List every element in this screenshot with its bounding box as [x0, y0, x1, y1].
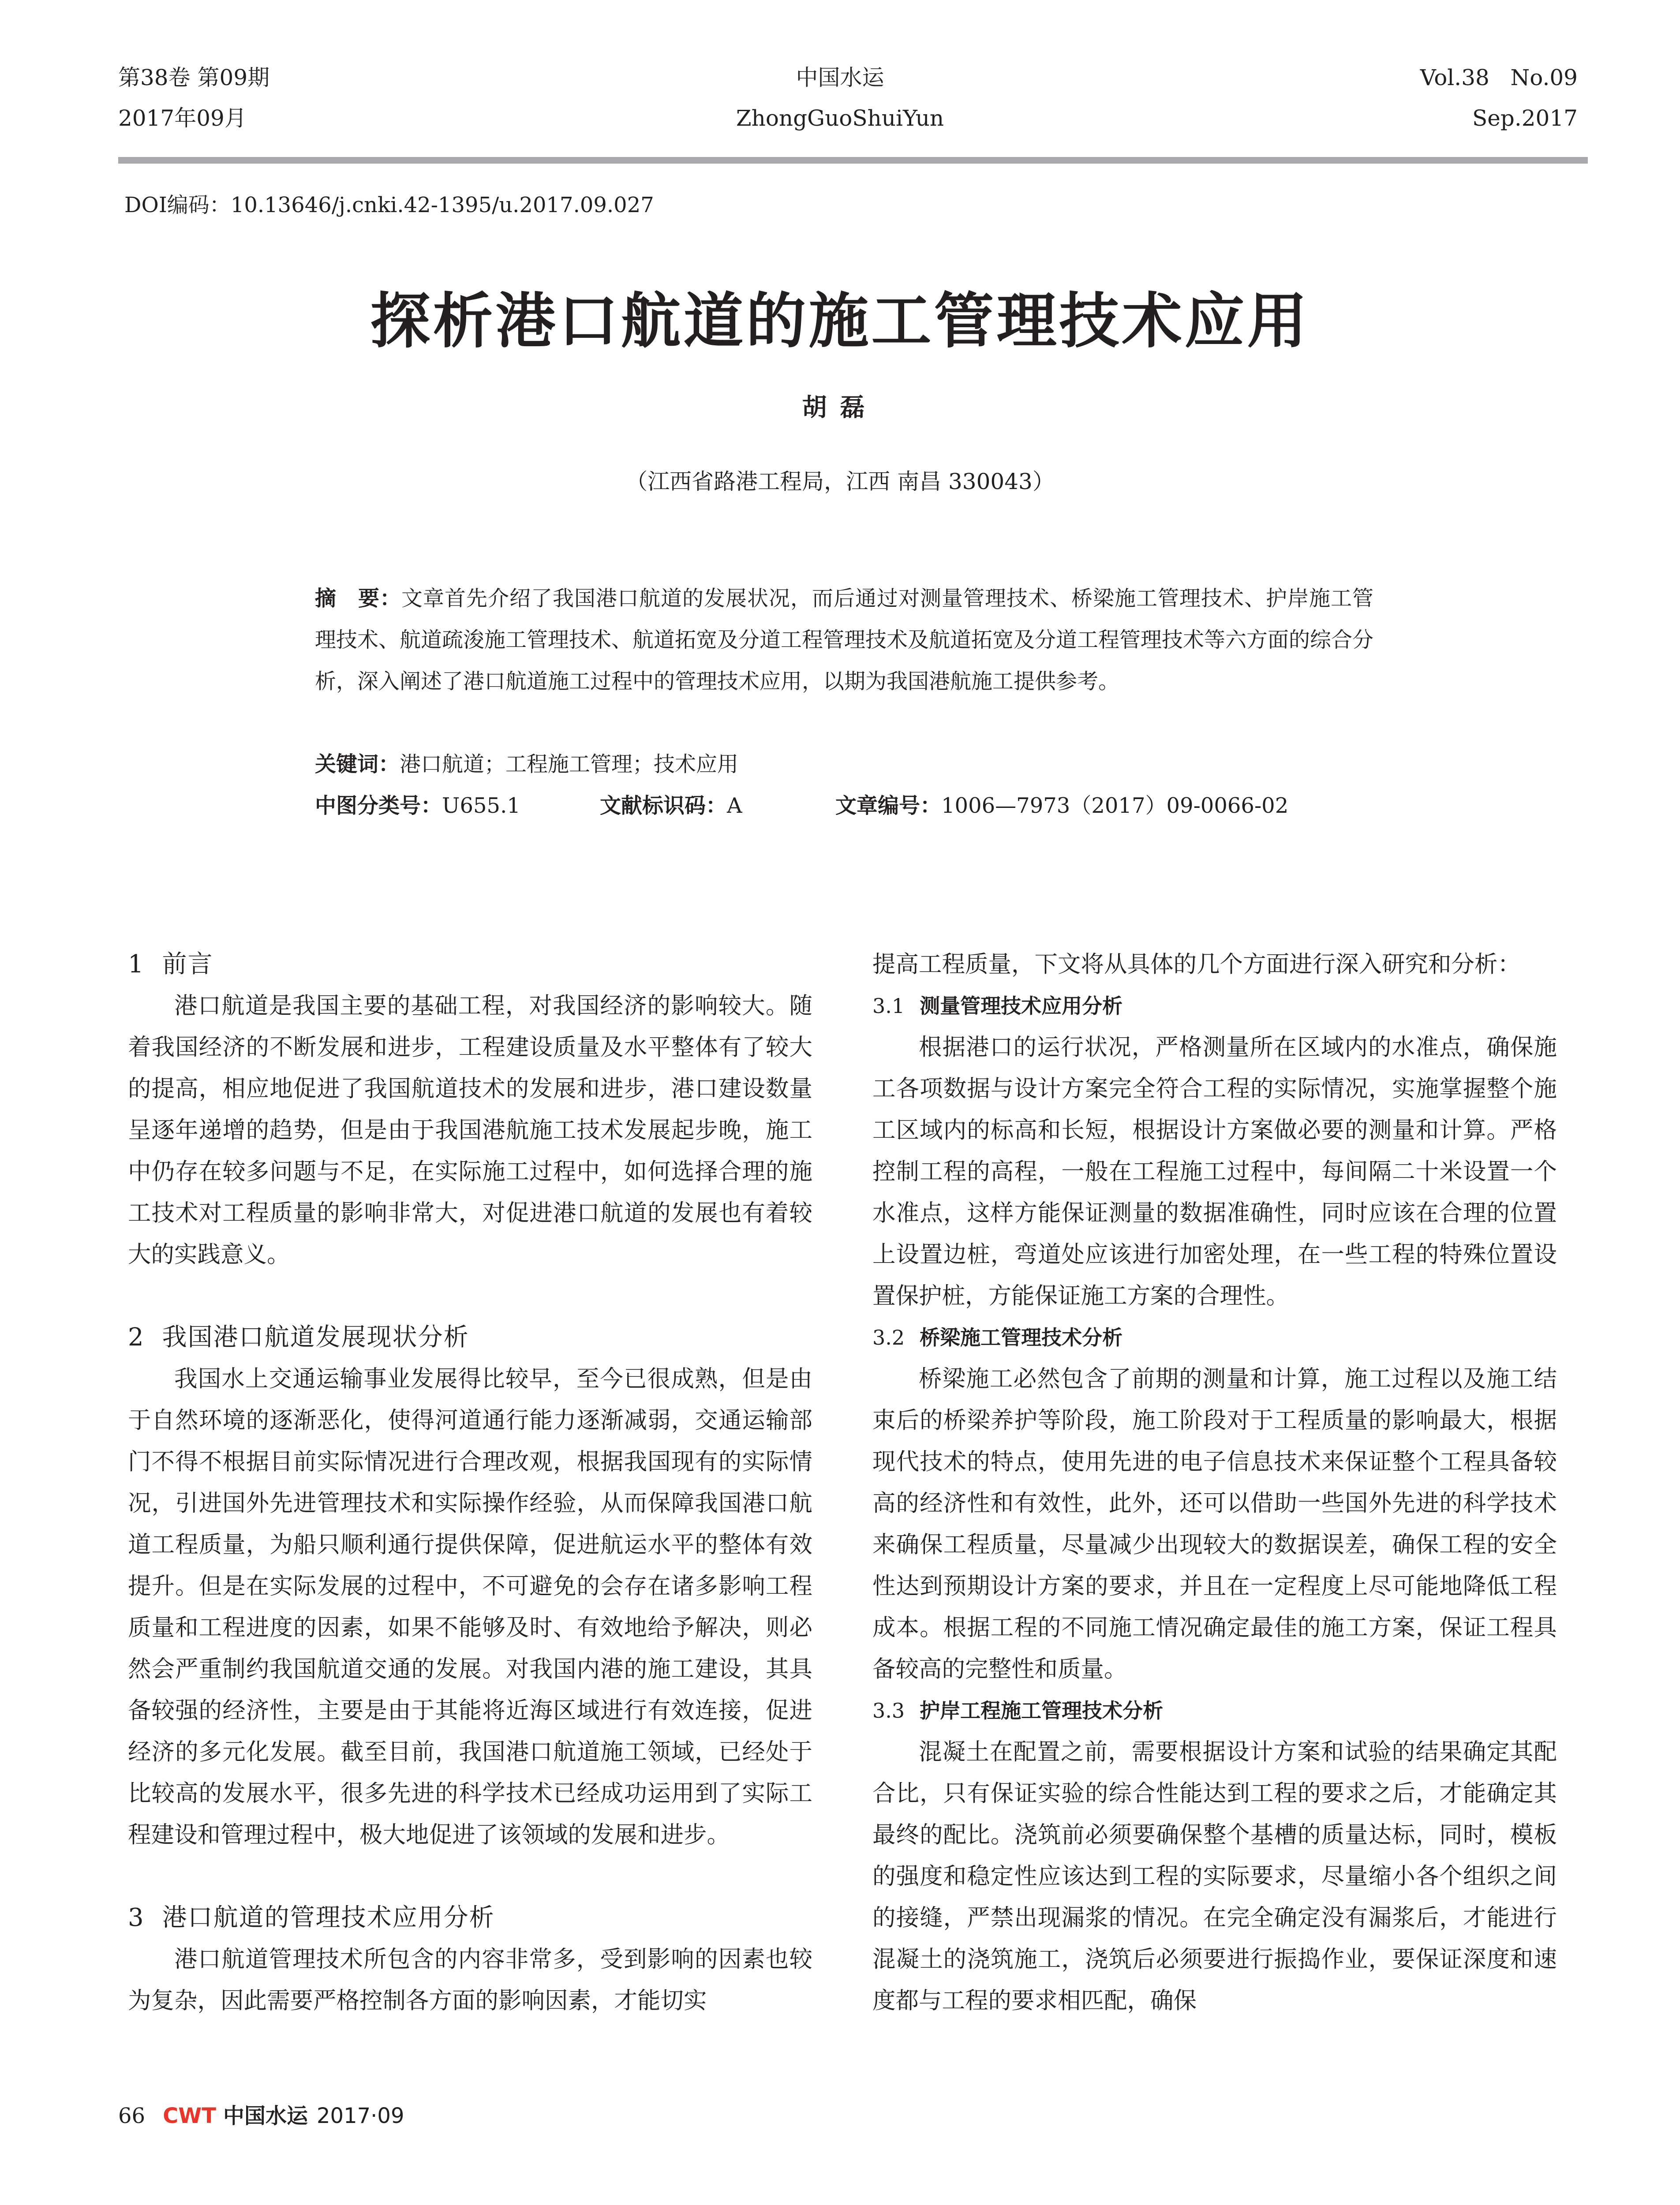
subsection-heading: 3.3 护岸工程施工管理技术分析 — [872, 1699, 1164, 1723]
header-date-en: Sep.2017 — [1472, 105, 1578, 131]
footer-journal-name: 中国水运 — [223, 2104, 308, 2128]
section-heading: 3 港口航道的管理技术应用分析 — [128, 1903, 495, 1932]
header-journal-pinyin: ZhongGuoShuiYun — [736, 105, 944, 131]
subsection-heading: 3.1 测量管理技术应用分析 — [872, 994, 1123, 1018]
paper-title: 探析港口航道的施工管理技术应用 — [370, 286, 1310, 356]
paragraph: 提高工程质量，下文将从具体的几个方面进行深入研究和分析： — [872, 951, 1521, 978]
section-heading: 1 前言 — [128, 950, 213, 979]
author: 胡磊 — [802, 393, 878, 422]
article-no-value: 1006—7973（2017）09-0066-02 — [941, 793, 1289, 818]
classification-line — [315, 785, 1462, 826]
clc-value: U655.1 — [442, 793, 520, 818]
doc-code-value: A — [727, 793, 742, 818]
paragraph: 我国水上交通运输事业发展得比较早，至今已很成熟，但是由于自然环境的逐渐恶化，使得河道通行能力逐渐减弱，交通运输部门不得不根据目前实际情况进行合理改观，根据我国现有的实际情况，引进国外先进管理技术和实际操作经验，从而保障我国港口航道工程质量，为船只顺利通行提供保障，促进航运水平的整体有效提升。但是在实际发展的过程中，不可避免的会存在诸多影响工程质量和工程进度的因素，如果不能够及时、有效地给予解决，则必然会严重制约我国航道交通的发展。对我国内港的施工建设，其具备较强的经济性，主要是由于其能将近海区域进行有效连接，促进经济的多元化发展。截至目前，我国港口航道施工领域，已经处于比较高的发展水平，很多先进的科学技术已经成功运用到了实际工程建设和管理过程中，极大地促进了该领域的发展和进步。 — [128, 1365, 812, 1848]
page-footer — [118, 2098, 404, 2134]
keywords — [315, 744, 1462, 785]
header-journal-cn: 中国水运 — [796, 65, 884, 90]
journal-logo: CWT — [163, 2104, 216, 2128]
keywords-text: 港口航道；工程施工管理；技术应用 — [400, 752, 739, 777]
paragraph: 根据港口的运行状况，严格测量所在区域内的水准点，确保施工各项数据与设计方案完全符合工程的实际情况，实施掌握整个施工区域内的标高和长短，根据设计方案做必要的测量和计算。严格控制工程的高程，一般在工程施工过程中，每间隔二十米设置一个水准点，这样方能保证测量的数据准确性，同时应该在合理的位置上设置边桩，弯道处应该进行加密处理，在一些工程的特殊位置设置保护桩，方能保证施工方案的合理性。 — [872, 1034, 1557, 1309]
footer-issue: 2017·09 — [317, 2104, 404, 2128]
abstract-label: 摘 要： — [315, 586, 401, 611]
body-column-right — [872, 944, 1557, 2022]
keywords-label: 关键词： — [315, 752, 400, 777]
header-volume-issue-en: Vol.38 No.09 — [1420, 65, 1578, 90]
abstract — [315, 578, 1373, 702]
header-volume-issue: 第38卷 第09期 — [118, 65, 270, 90]
affiliation: （江西省路港工程局，江西 南昌 330043） — [625, 469, 1055, 494]
page-number: 66 — [118, 2104, 146, 2128]
article-no-label: 文章编号： — [835, 793, 942, 818]
section-heading: 2 我国港口航道发展现状分析 — [128, 1323, 469, 1352]
paragraph: 港口航道是我国主要的基础工程，对我国经济的影响较大。随着我国经济的不断发展和进步，工程建设质量及水平整体有了较大的提高，相应地促进了我国航道技术的发展和进步，港口建设数量呈逐年递增的趋势，但是由于我国港航施工技术发展起步晚，施工中仍存在较多问题与不足，在实际施工过程中，如何选择合理的施工技术对工程质量的影响非常大，对促进港口航道的发展也有着较大的实践意义。 — [128, 992, 812, 1268]
paragraph: 桥梁施工必然包含了前期的测量和计算，施工过程以及施工结束后的桥梁养护等阶段，施工阶段对于工程质量的影响最大，根据现代技术的特点，使用先进的电子信息技术来保证整个工程具备较高的经济性和有效性，此外，还可以借助一些国外先进的科学技术来确保工程质量，尽量减少出现较大的数据误差，确保工程的安全性达到预期设计方案的要求，并且在一定程度上尽可能地降低工程成本。根据工程的不同施工情况确定最佳的施工方案，保证工程具备较高的完整性和质量。 — [872, 1365, 1557, 1682]
doc-code-label: 文献标识码： — [600, 793, 727, 818]
abstract-text: 文章首先介绍了我国港口航道的发展状况，而后通过对测量管理技术、桥梁施工管理技术、护岸施工管理技术、航道疏浚施工管理技术、航道拓宽及分道工程管理技术及航道拓宽及分道工程管理技术等六方面的综合分析，深入阐述了港口航道施工过程中的管理技术应用，以期为我国港航施工提供参考。 — [315, 586, 1374, 694]
body-column-left — [128, 944, 812, 2022]
header-date-cn: 2017年09月 — [118, 105, 247, 131]
header-rule — [118, 157, 1588, 164]
doi: DOI编码：10.13646/j.cnki.42-1395/u.2017.09.027 — [124, 193, 654, 217]
subsection-heading: 3.2 桥梁施工管理技术分析 — [872, 1326, 1123, 1349]
paragraph: 港口航道管理技术所包含的内容非常多，受到影响的因素也较为复杂，因此需要严格控制各方面的影响因素，才能切实 — [128, 1946, 812, 2014]
clc-label: 中图分类号： — [315, 793, 442, 818]
paragraph: 混凝土在配置之前，需要根据设计方案和试验的结果确定其配合比，只有保证实验的综合性能达到工程的要求之后，才能确定其最终的配比。浇筑前必须要确保整个基槽的质量达标，同时，模板的强度和稳定性应该达到工程的实际要求，尽量缩小各个组织之间的接缝，严禁出现漏浆的情况。在完全确定没有漏浆后，才能进行混凝土的浇筑施工，浇筑后必须要进行振捣作业，要保证深度和速度都与工程的要求相匹配，确保 — [872, 1738, 1557, 2014]
